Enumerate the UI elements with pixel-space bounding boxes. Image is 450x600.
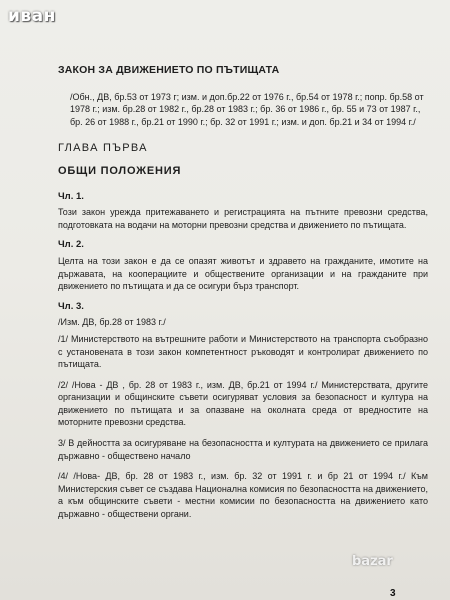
article-paragraph: Този закон урежда притежаването и регистрацията на пътните превозни средства, подготовката на водачи на моторни превозни средства и движението по пътищата. <box>58 207 428 230</box>
article-amendment-note: /Изм. ДВ, бр.28 от 1983 г./ <box>58 317 166 328</box>
article-paragraph: /2/ /Нова - ДВ , бр. 28 от 1983 г., изм. ДВ, бр.21 от 1994 г./ Министерствата, другите организации и общинските съвети осигуряват условия за безопасност и култура на движението по пътищата и за опазване на околната среда от вредностите на моторните превозни средства. <box>58 379 428 428</box>
article-paragraph: Целта на този закон е да се опазят животът и здравето на гражданите, имотите на държавата, на кооперациите и обществените организации и на гражданите при движението по пътищата и да се осигури бърз транспорт. <box>58 255 428 292</box>
article-label: Чл. 1. <box>58 190 84 202</box>
article-label: Чл. 2. <box>58 239 84 251</box>
chapter-heading: ГЛАВА ПЪРВА <box>58 142 148 155</box>
watermark-logo: иван <box>8 6 56 26</box>
section-heading: ОБЩИ ПОЛОЖЕНИЯ <box>58 164 182 177</box>
page-number: 3 <box>390 588 396 599</box>
law-title: ЗАКОН ЗА ДВИЖЕНИЕТО ПО ПЪТИЩАТА <box>58 64 280 76</box>
article <box>58 191 428 232</box>
publication-note: /Обн., ДВ, бр.53 от 1973 г; изм. и доп.бр.22 от 1976 г., бр.54 от 1978 г.; попр. бр.58 от 1978 г.; изм. бр.28 от 1982 г., бр.28 от 1983 г.; бр. 36 от 1986 г., бр. 55 и 73 от 1987 г., бр. 26 от 1988 г., бр.21 от 1990 г.; бр. 32 от 1991 г.; изм. и доп. бр.21 и 34 от 1994 г./ <box>70 91 424 127</box>
article-paragraph: /4/ /Нова- ДВ, бр. 28 от 1983 г., изм. бр. 32 от 1991 г. и бр 21 от 1994 г./ Към Министерския съвет се създава Национална комисия по безопасността на движението, а към общинските съвети - местни комисии по безопасността на движението като държавно - обществени органи. <box>58 471 428 520</box>
article <box>58 239 428 292</box>
article <box>58 301 428 521</box>
document-body <box>58 64 428 521</box>
article-paragraph: /1/ Министерството на вътрешните работи и Министерството на транспорта съобразно с установената в този закон компетентност ръководят и контролират движението по пътищата. <box>58 333 428 370</box>
article-paragraph: 3/ В дейността за осигуряване на безопасността и културата на движението се прилага държавно - обществено начало <box>58 438 428 461</box>
corner-watermark: bazar <box>352 554 393 569</box>
article-label: Чл. 3. <box>58 300 84 312</box>
